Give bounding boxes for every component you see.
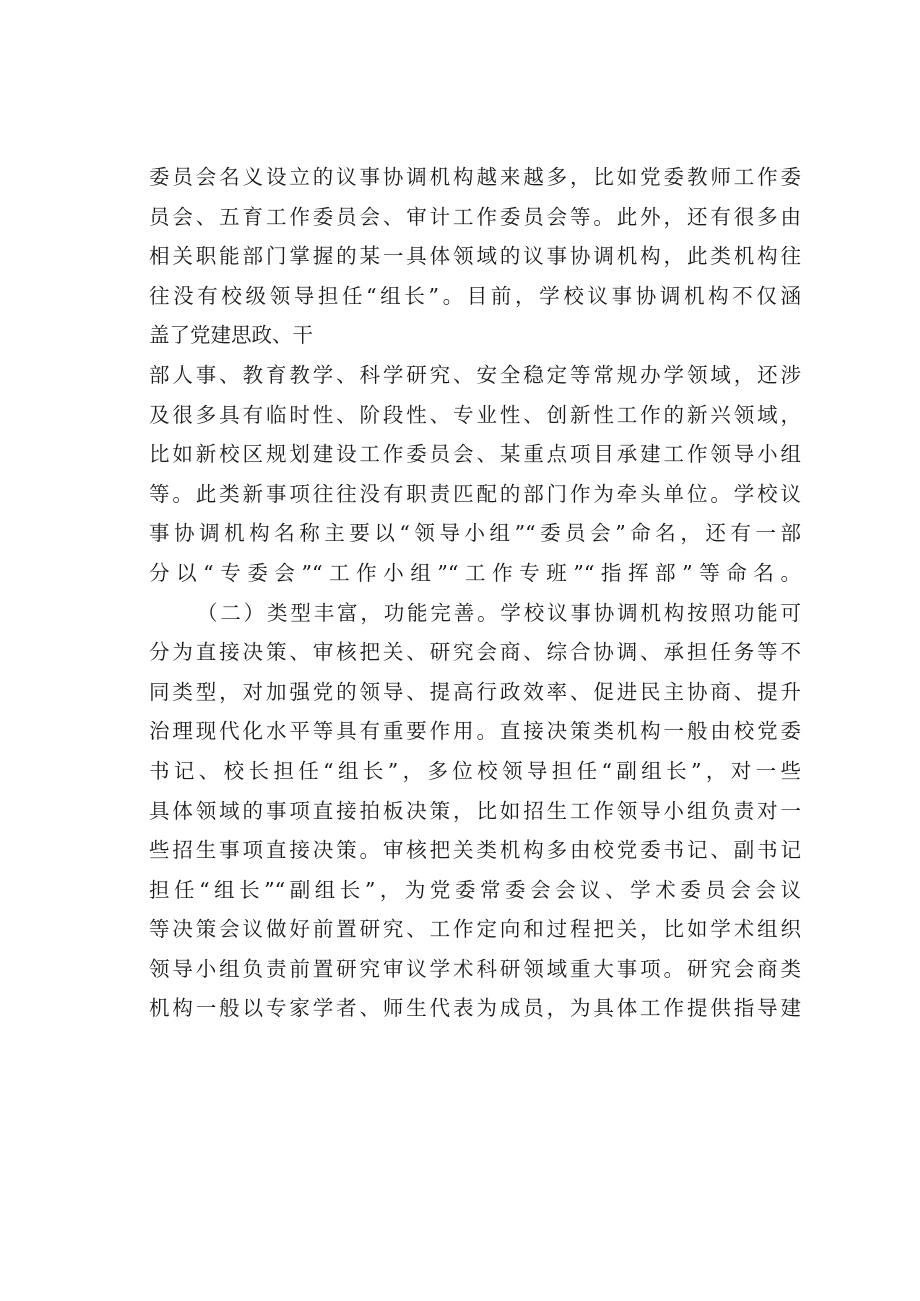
text-line: 部人事、教育教学、科学研究、安全稳定等常规办学领域，还涉 bbox=[149, 362, 801, 387]
text-line: 担任“组长”“副组长”，为党委常委会会议、学术委员会会议 bbox=[149, 877, 801, 902]
text-line: 相关职能部门掌握的某一具体领域的议事协调机构，此类机构往 bbox=[149, 244, 801, 269]
body-text bbox=[149, 158, 801, 1029]
text-line: 盖了党建思政、干 bbox=[149, 323, 313, 348]
text-line: 及很多具有临时性、阶段性、专业性、创新性工作的新兴领域， bbox=[149, 402, 801, 427]
text-line: 员会、五育工作委员会、审计工作委员会等。此外，还有很多由 bbox=[149, 204, 801, 229]
text-line: 分以“专委会”“工作小组”“工作专班”“指挥部”等命名。 bbox=[149, 560, 801, 585]
text-line: 比如新校区规划建设工作委员会、某重点项目承建工作领导小组 bbox=[149, 442, 801, 467]
text-line: 往没有校级领导担任“组长”。目前，学校议事协调机构不仅涵 bbox=[149, 283, 801, 308]
text-line: 些招生事项直接决策。审核把关类机构多由校党委书记、副书记 bbox=[149, 838, 801, 863]
text-line: 机构一般以专家学者、师生代表为成员，为具体工作提供指导建 bbox=[149, 996, 801, 1021]
text-line: 具体领域的事项直接拍板决策，比如招生工作领导小组负责对一 bbox=[149, 798, 801, 823]
text-line: 等。此类新事项往往没有职责匹配的部门作为牵头单位。学校议 bbox=[149, 481, 801, 506]
text-line: 书记、校长担任“组长”，多位校领导担任“副组长”，对一些 bbox=[149, 758, 801, 783]
text-line: 分为直接决策、审核把关、研究会商、综合协调、承担任务等不 bbox=[149, 640, 801, 665]
text-line: 事协调机构名称主要以“领导小组”“委员会”命名，还有一部 bbox=[149, 521, 801, 546]
text-line: 同类型，对加强党的领导、提高行政效率、促进民主协商、提升 bbox=[149, 679, 801, 704]
text-line: 委员会名义设立的议事协调机构越来越多，比如党委教师工作委 bbox=[149, 165, 801, 189]
text-line: 治理现代化水平等具有重要作用。直接决策类机构一般由校党委 bbox=[149, 719, 801, 744]
text-line: 等决策会议做好前置研究、工作定向和过程把关，比如学术组织 bbox=[149, 917, 801, 942]
text-line: 领导小组负责前置研究审议学术科研领域重大事项。研究会商类 bbox=[149, 956, 801, 981]
text-line: （二）类型丰富，功能完善。学校议事协调机构按照功能可 bbox=[197, 600, 801, 625]
